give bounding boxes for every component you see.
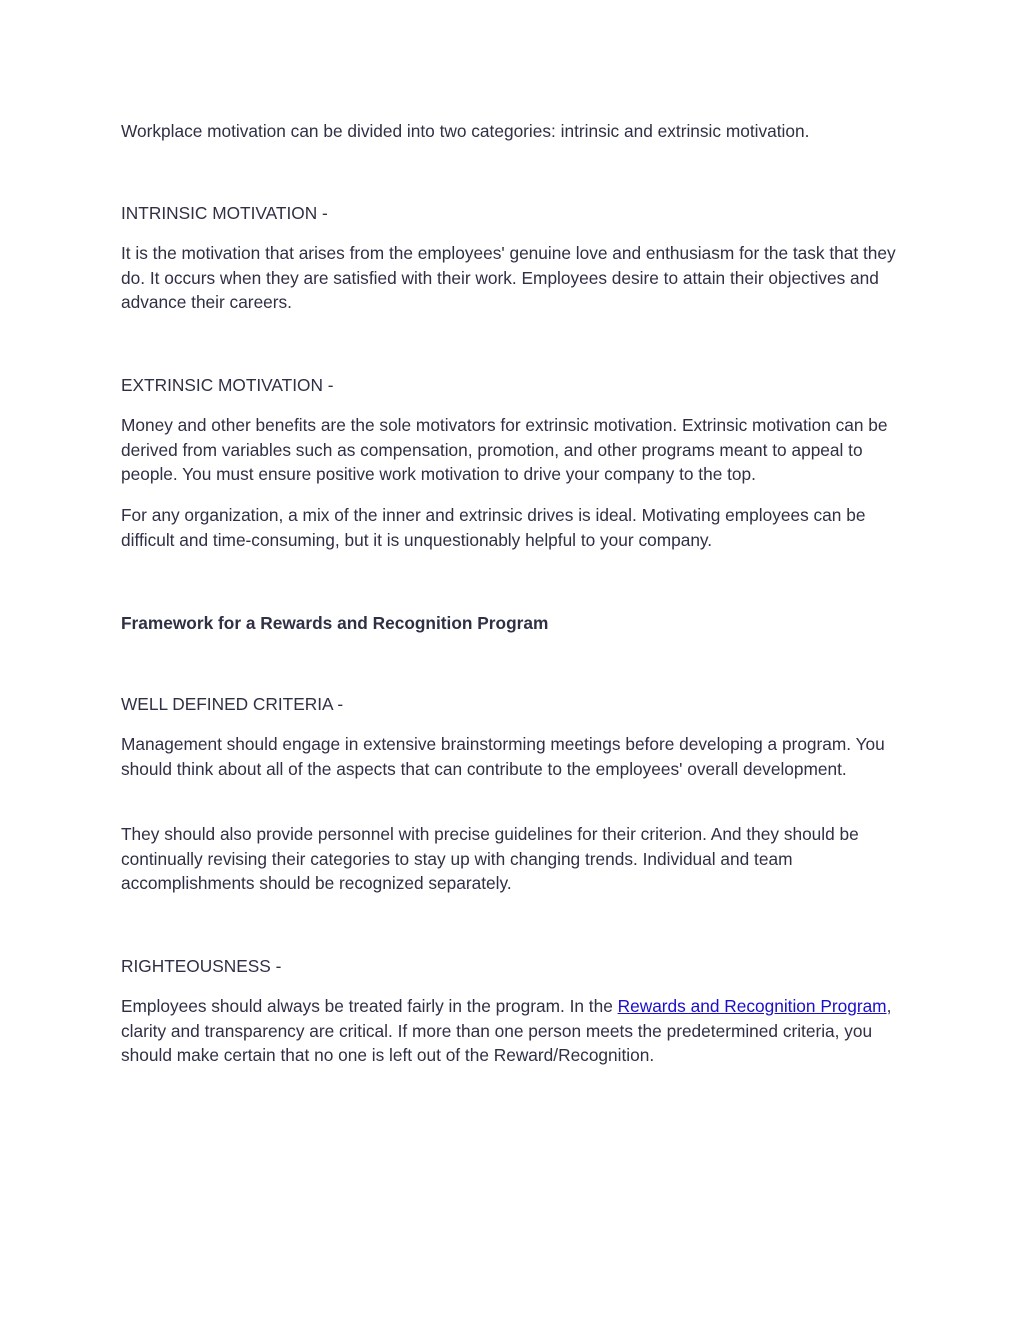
righteousness-text-after: , clarity and transparency are critical. If more than one person meets the predetermined criteria, you should make certain that no one is left out of the Reward/Recognition.	[121, 996, 892, 1065]
framework-heading: Framework for a Rewards and Recognition Program	[121, 613, 549, 633]
extrinsic-heading: EXTRINSIC MOTIVATION -	[121, 375, 334, 395]
extrinsic-paragraph-2: For any organization, a mix of the inner and extrinsic drives is ideal. Motivating employees can be difficult and time-consuming, but it is unquestionably helpful to your company.	[121, 505, 866, 550]
criteria-paragraph-2: They should also provide personnel with precise guidelines for their criterion. And they should be continually revising their categories to stay up with changing trends. Individual and team accomplishments should be recognized separately.	[121, 824, 859, 893]
intro-paragraph: Workplace motivation can be divided into two categories: intrinsic and extrinsic motivation.	[121, 121, 810, 141]
extrinsic-paragraph-1: Money and other benefits are the sole motivators for extrinsic motivation. Extrinsic motivation can be derived from variables such as compensation, promotion, and other programs meant to appeal to people. You must ensure positive work motivation to drive your company to the top.	[121, 415, 888, 484]
righteousness-text-before: Employees should always be treated fairly in the program. In the	[121, 996, 618, 1016]
righteousness-heading: RIGHTEOUSNESS -	[121, 956, 282, 976]
intrinsic-paragraph: It is the motivation that arises from the employees' genuine love and enthusiasm for the task that they do. It occurs when they are satisfied with their work. Employees desire to attain their objectives and advance their careers.	[121, 243, 896, 312]
rewards-recognition-link[interactable]: Rewards and Recognition Program	[617, 996, 887, 1016]
righteousness-paragraph	[121, 994, 911, 1068]
criteria-heading: WELL DEFINED CRITERIA -	[121, 694, 344, 714]
intrinsic-heading: INTRINSIC MOTIVATION -	[121, 203, 328, 223]
criteria-paragraph-1: Management should engage in extensive brainstorming meetings before developing a program. You should think about all of the aspects that can contribute to the employees' overall development.	[121, 734, 885, 779]
